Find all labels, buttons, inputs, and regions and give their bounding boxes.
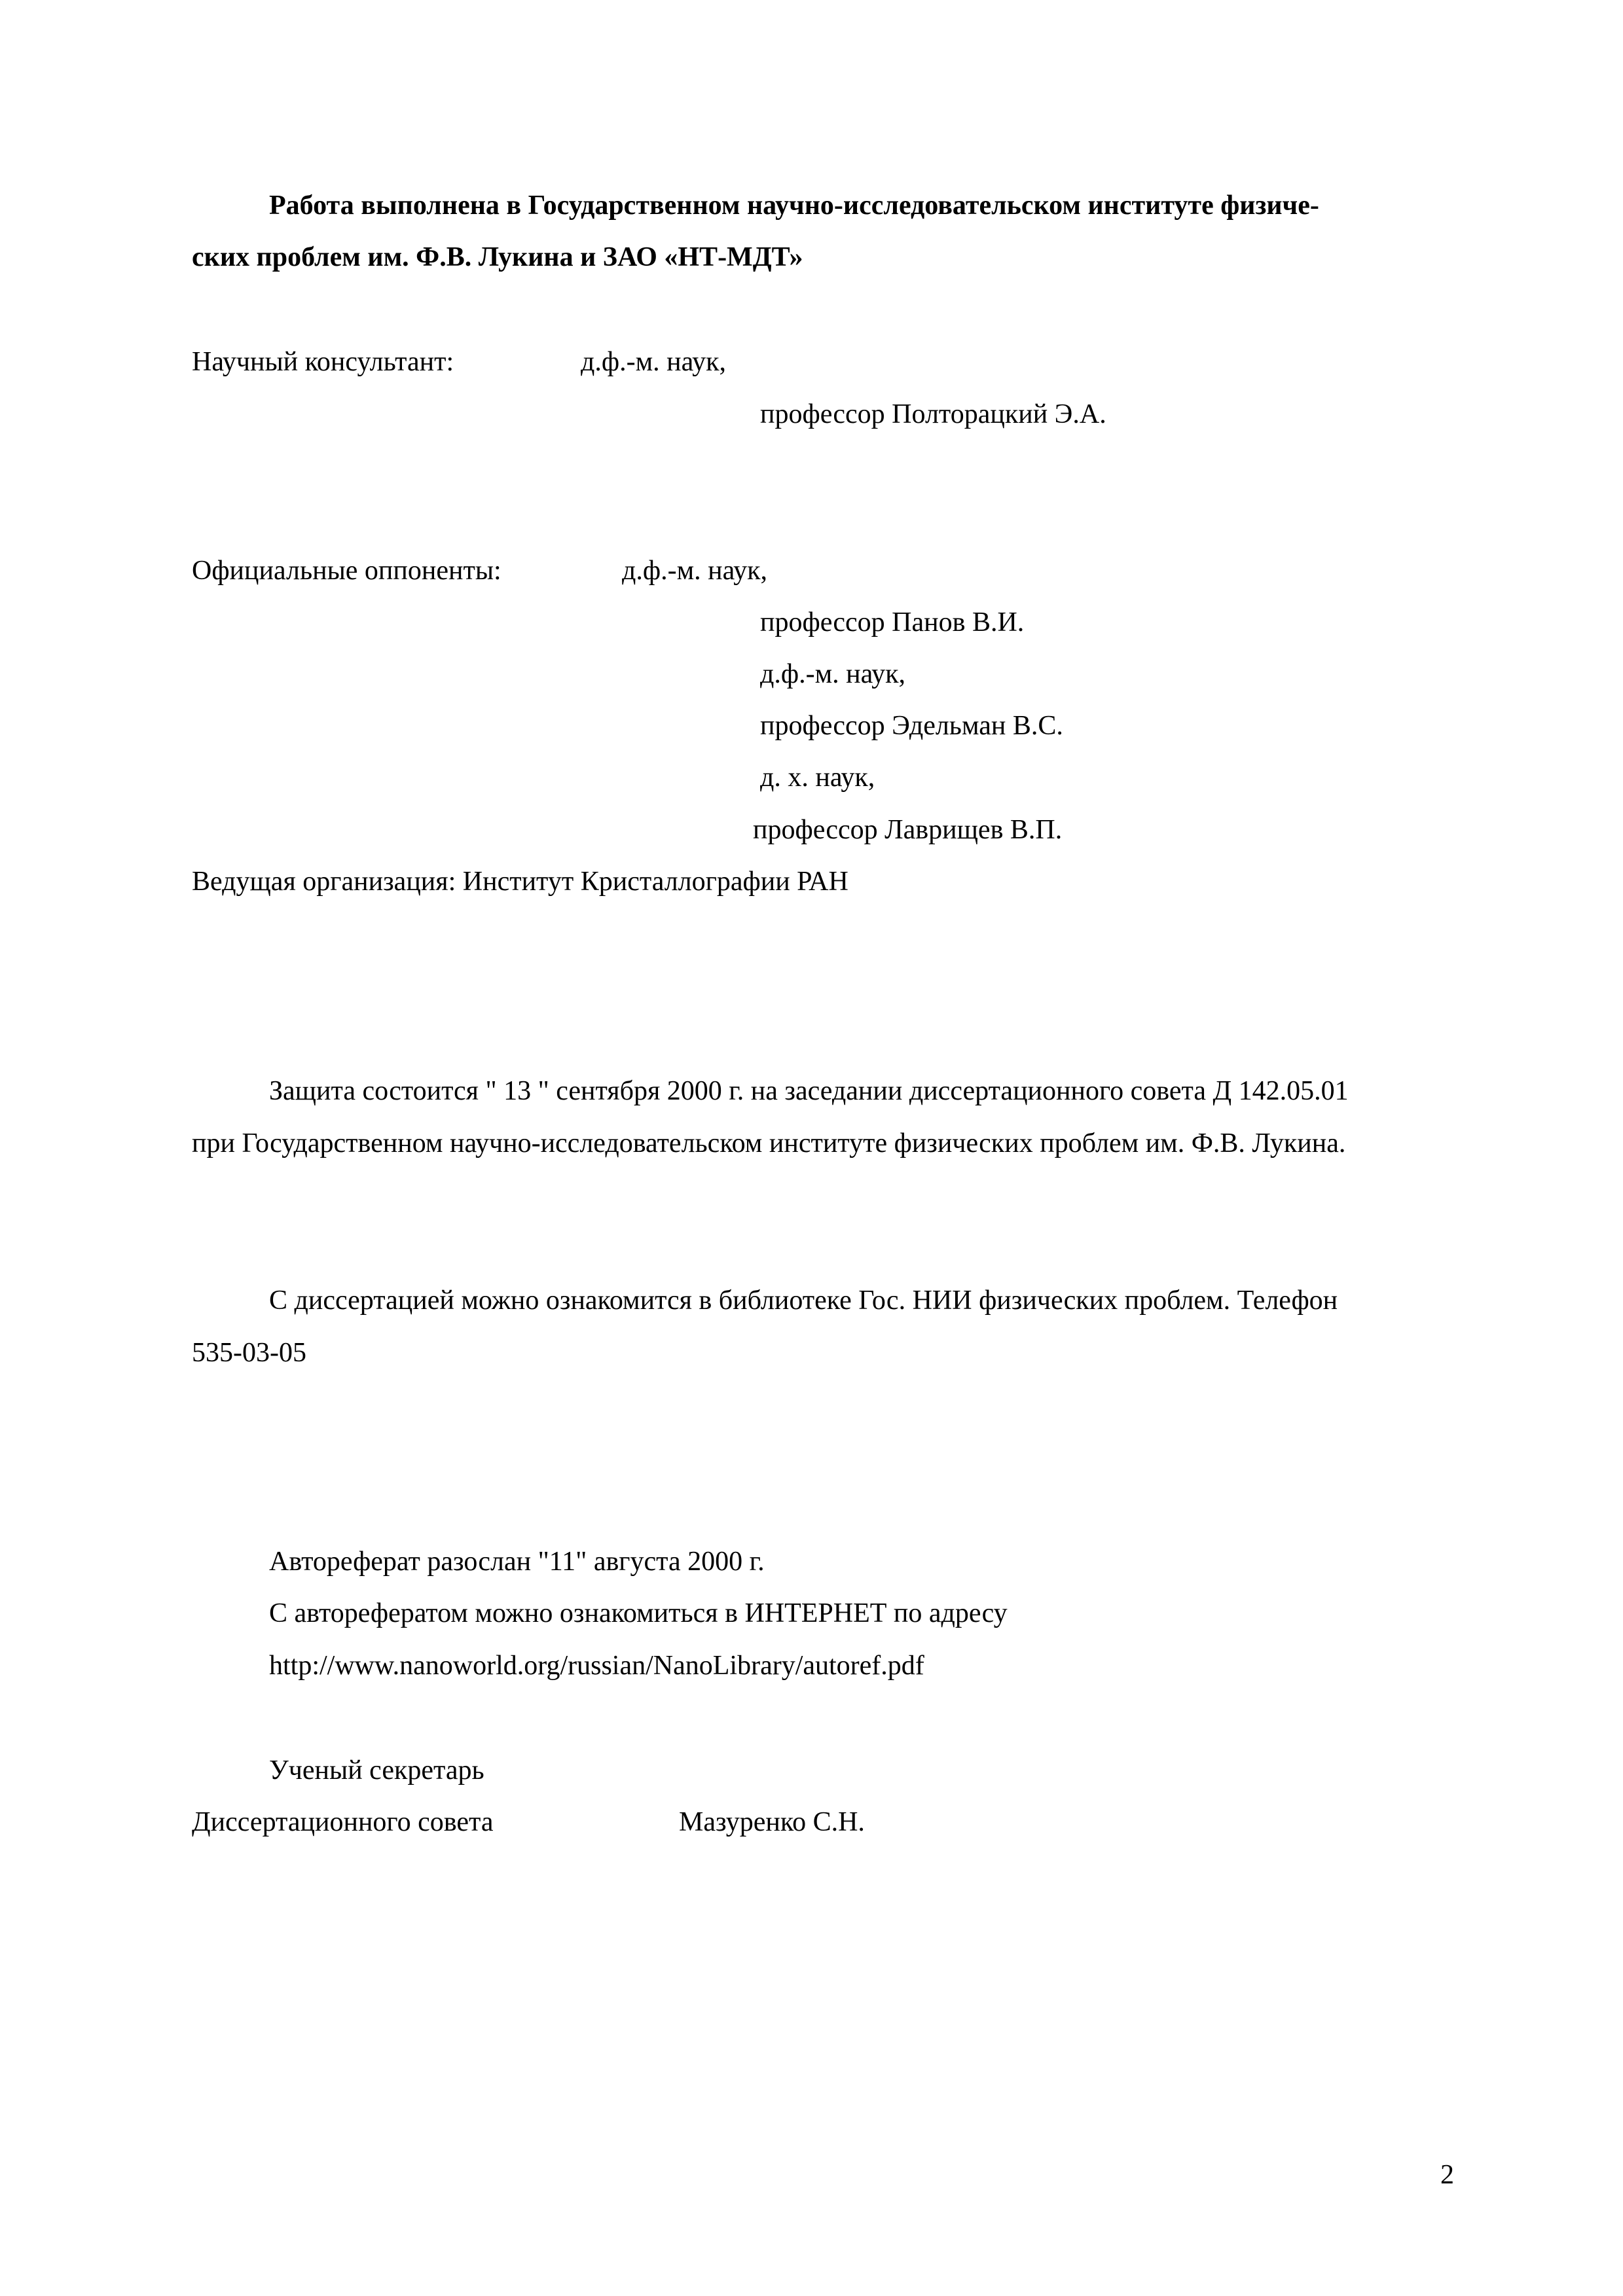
abstract-internet-note: С авторефератом можно ознакомиться в ИНТЕРНЕТ по адресу [269,1598,1008,1628]
secretary-title: Ученый секретарь [269,1755,484,1785]
opponent-1-name: профессор Панов В.И. [760,607,1025,637]
page-number: 2 [1440,2160,1454,2190]
abstract-sent-date: Автореферат разослан "11" августа 2000 г. [269,1547,765,1577]
opponents-label: Официальные оппоненты: [192,556,501,586]
opponent-3-degree: д. х. наук, [760,762,875,793]
secretary-council: Диссертационного совета [192,1807,494,1837]
secretary-name: Мазуренко С.Н. [679,1807,865,1837]
library-line-1: С диссертацией можно ознакомится в библиотеке Гос. НИИ физических проблем. Телефон [269,1285,1338,1316]
library-phone: 535-03-05 [192,1338,306,1368]
opponent-1-degree: д.ф.-м. наук, [622,556,768,586]
header-line-2: ских проблем им. Ф.В. Лукина и ЗАО «НТ-МДТ» [192,242,803,272]
consultant-label: Научный консультант: [192,347,454,377]
abstract-url[interactable]: http://www.nanoworld.org/russian/NanoLibrary/autoref.pdf [269,1651,924,1681]
opponent-2-name: профессор Эдельман В.С. [760,711,1063,741]
defense-line-1: Защита состоится " 13 " сентября 2000 г. на заседании диссертационного совета Д 142.05.01 [269,1076,1349,1106]
leading-organization: Ведущая организация: Институт Кристаллографии РАН [192,867,848,897]
consultant-degree: д.ф.-м. наук, [581,347,727,377]
opponent-3-name: профессор Лаврищев В.П. [753,815,1063,845]
defense-line-2: при Государственном научно-исследовательском институте физических проблем им. Ф.В. Лукина. [192,1128,1346,1158]
opponent-2-degree: д.ф.-м. наук, [760,659,906,689]
consultant-name: профессор Полторацкий Э.А. [760,399,1106,429]
header-line-1: Работа выполнена в Государственном научно-исследовательском институте физиче- [269,190,1319,221]
